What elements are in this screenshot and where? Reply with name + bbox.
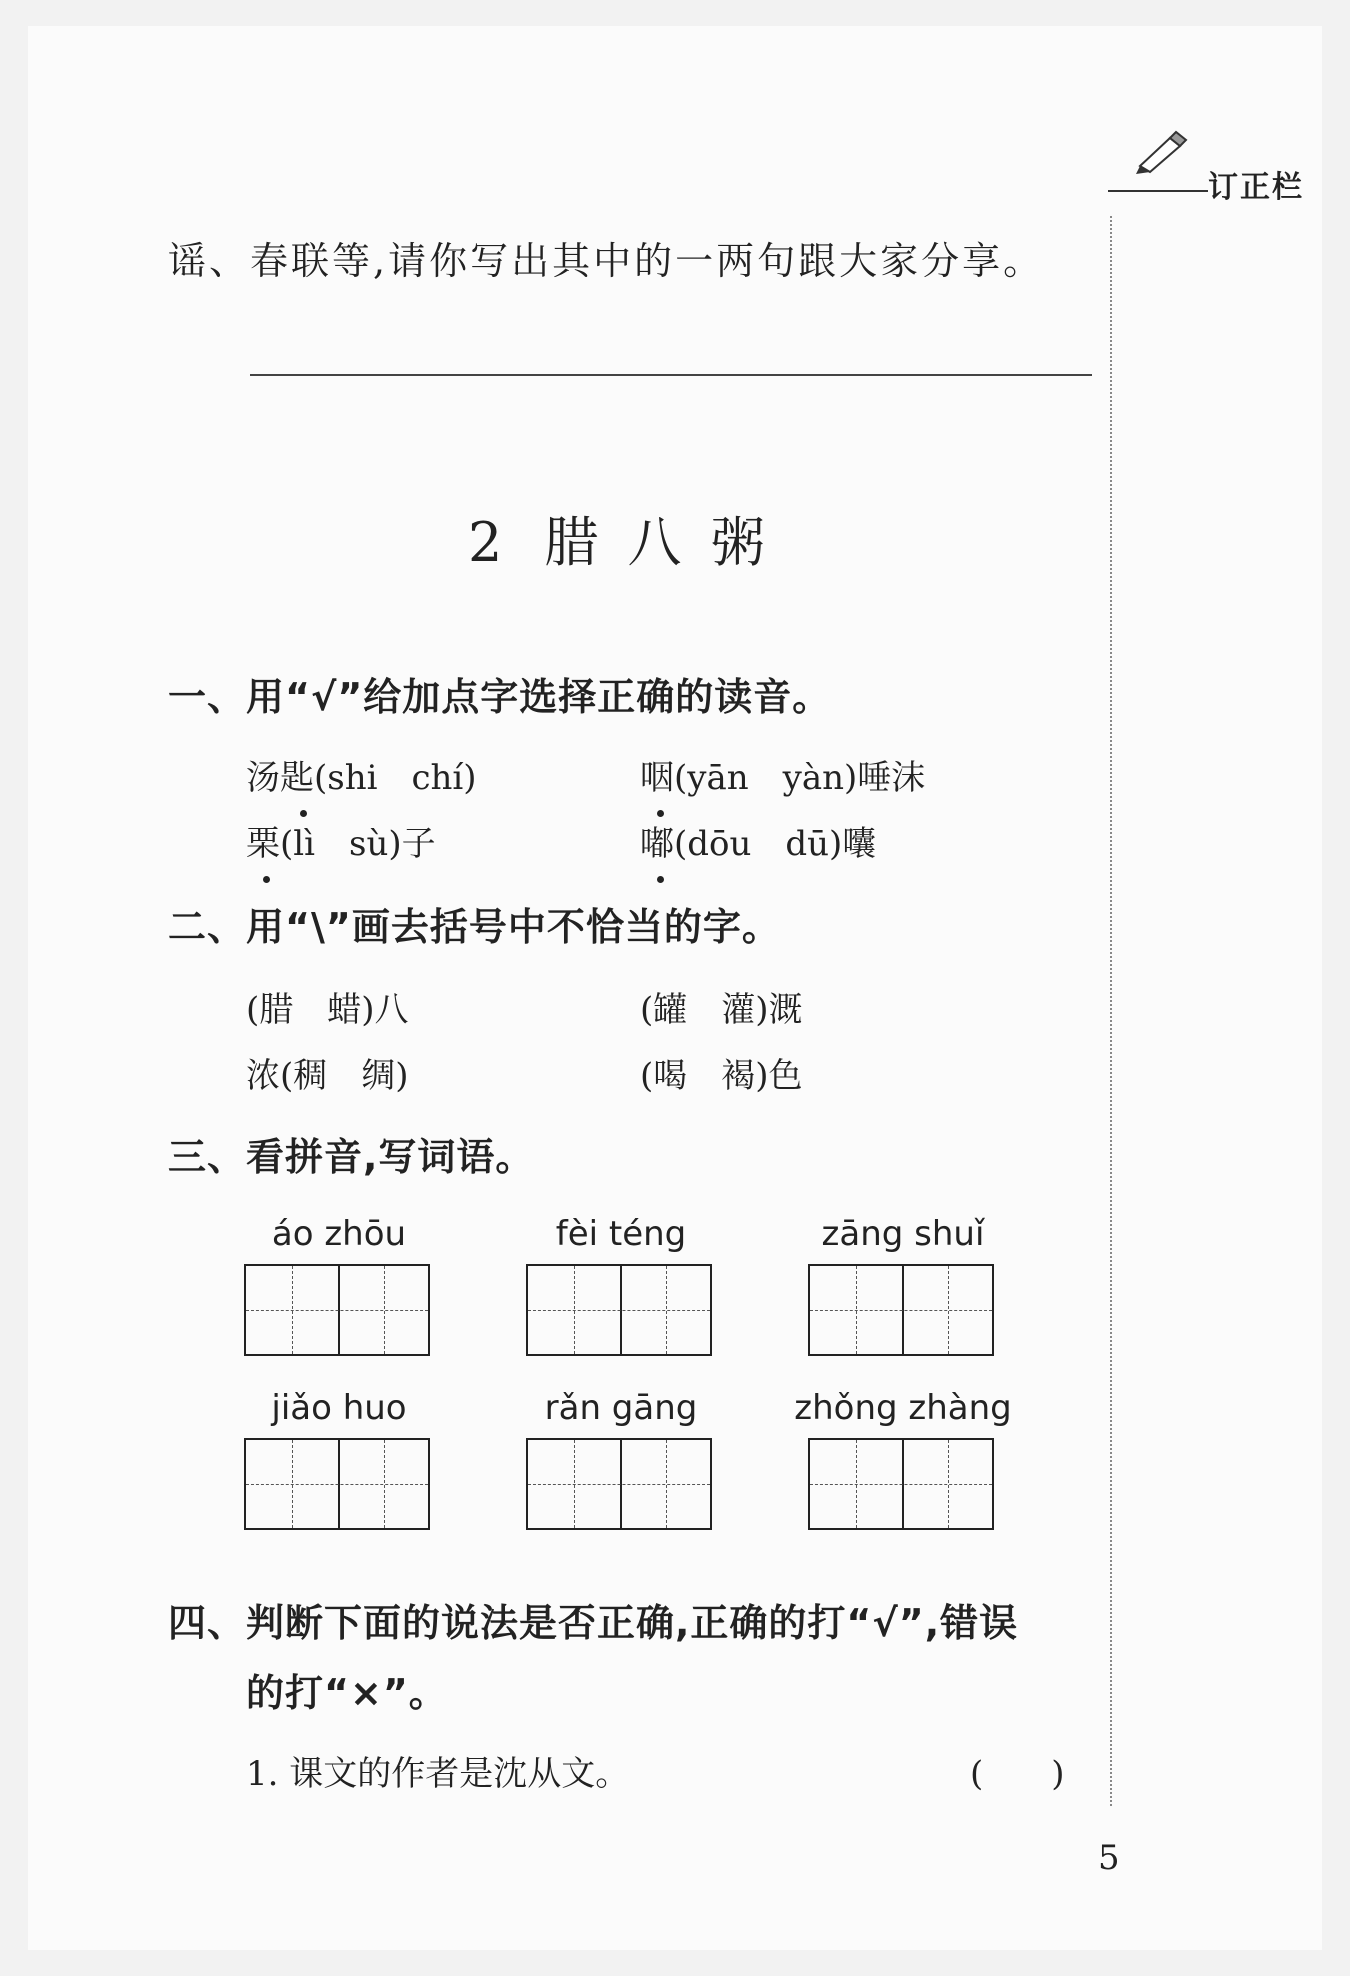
question-4-heading: 四、判断下面的说法是否正确,正确的打“√”,错误	[168, 1601, 1019, 1645]
emphasis-dot	[657, 876, 664, 883]
question-3-heading: 三、看拼音,写词语。	[168, 1135, 535, 1179]
q2-item-4: (喝 褐)色	[640, 1056, 803, 1096]
lesson-title	[468, 500, 771, 577]
q1-item-1: 汤匙(shi chí)	[246, 758, 477, 798]
pinyin-label: rǎn gāng	[544, 1388, 698, 1428]
q1-item-3: 栗(lì sù)子	[246, 824, 436, 864]
q2-item-2: (罐 灌)溉	[640, 990, 803, 1030]
writing-grid[interactable]	[244, 1264, 430, 1356]
correction-column-label: 订正栏	[1208, 170, 1304, 205]
page-number: 5	[1098, 1838, 1120, 1878]
workbook-page	[28, 26, 1322, 1950]
correction-column-divider	[1110, 216, 1112, 1806]
q2-item-1: (腊 蜡)八	[246, 990, 409, 1030]
answer-line[interactable]	[250, 374, 1092, 376]
writing-grid[interactable]	[808, 1264, 994, 1356]
pencil-icon	[1132, 126, 1192, 176]
writing-grid[interactable]	[244, 1438, 430, 1530]
question-2-heading: 二、用“\”画去括号中不恰当的字。	[168, 905, 781, 949]
answer-blank[interactable]: ( )	[970, 1754, 1065, 1794]
lesson-name: 腊 八 粥	[544, 511, 771, 574]
emphasis-dot	[263, 876, 270, 883]
lesson-number: 2	[468, 511, 509, 574]
writing-grid[interactable]	[526, 1438, 712, 1530]
q2-item-3: 浓(稠 绸)	[246, 1056, 409, 1096]
q1-item-4: 嘟(dōu dū)囔	[640, 824, 877, 864]
q4-item-1: 1. 课文的作者是沈从文。	[246, 1754, 630, 1794]
q1-item-2: 咽(yān yàn)唾沫	[640, 758, 926, 798]
pinyin-label: zāng shuǐ	[821, 1214, 985, 1254]
pinyin-label: zhǒng zhàng	[794, 1388, 1012, 1428]
pinyin-label: fèi téng	[555, 1214, 687, 1254]
pinyin-label: áo zhōu	[271, 1214, 407, 1254]
intro-text: 谣、春联等,请你写出其中的一两句跟大家分享。	[168, 239, 1045, 283]
writing-grid[interactable]	[808, 1438, 994, 1530]
writing-grid[interactable]	[526, 1264, 712, 1356]
question-1-heading: 一、用“√”给加点字选择正确的读音。	[168, 675, 832, 719]
question-4-heading-cont: 的打“×”。	[246, 1671, 448, 1715]
pinyin-label: jiǎo huo	[271, 1388, 407, 1428]
correction-column-rule	[1108, 190, 1208, 192]
